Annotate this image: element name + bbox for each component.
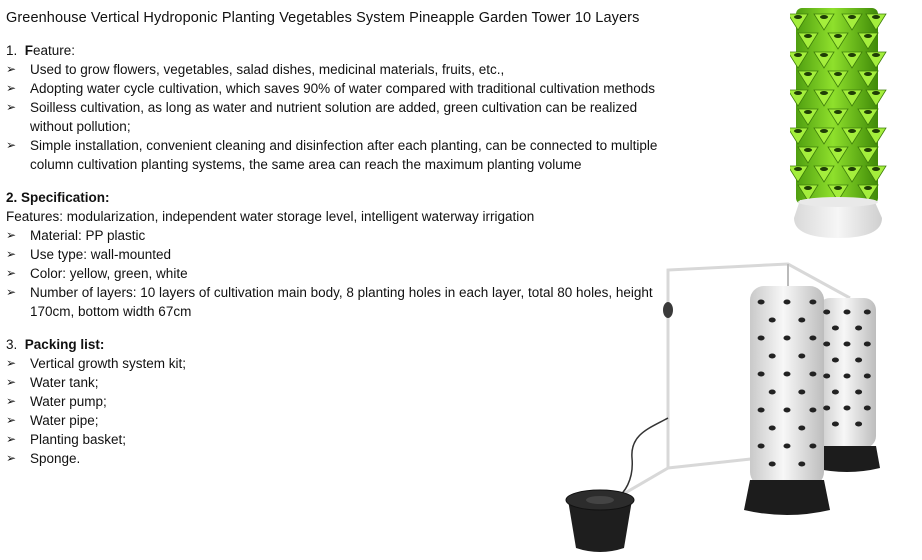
planting-hole-icon — [864, 72, 872, 76]
planting-hole-icon — [834, 72, 842, 76]
planting-hole-icon — [809, 444, 816, 449]
list-item: ➢ Water pipe; — [6, 413, 99, 428]
planting-hole-icon — [798, 426, 805, 431]
list-item: ➢ Vertical growth system kit; — [6, 356, 187, 371]
planting-hole-icon — [794, 15, 802, 19]
planting-hole-icon — [864, 110, 872, 114]
planting-hole-icon — [844, 406, 851, 411]
planting-hole-icon — [855, 390, 862, 395]
planting-hole-icon — [804, 110, 812, 114]
planting-hole-icon — [872, 91, 880, 95]
planting-hole-icon — [769, 318, 776, 323]
planting-hole-icon — [758, 300, 765, 305]
planting-hole-icon — [784, 336, 791, 341]
arrow-bullet-icon: ➢ — [6, 356, 17, 370]
specification-heading: 2. Specification: — [6, 190, 110, 205]
planting-hole-icon — [872, 167, 880, 171]
feature-heading: 1. Feature: — [6, 43, 76, 58]
planting-hole-icon — [794, 167, 802, 171]
planting-hole-icon — [864, 34, 872, 38]
planting-hole-icon — [798, 318, 805, 323]
arrow-bullet-icon: ➢ — [6, 247, 17, 261]
planting-hole-icon — [834, 186, 842, 190]
planting-hole-icon — [832, 390, 839, 395]
planting-hole-icon — [820, 167, 828, 171]
arrow-bullet-icon: ➢ — [6, 100, 17, 114]
planting-hole-icon — [758, 372, 765, 377]
planting-hole-icon — [848, 91, 856, 95]
planting-hole-icon — [758, 408, 765, 413]
feature-section — [6, 41, 666, 174]
arrow-bullet-icon: ➢ — [6, 451, 17, 465]
planting-hole-icon — [834, 34, 842, 38]
arrow-bullet-icon: ➢ — [6, 285, 17, 299]
planting-hole-icon — [864, 310, 871, 315]
planting-hole-icon — [823, 342, 830, 347]
planting-hole-icon — [784, 444, 791, 449]
planting-hole-icon — [798, 462, 805, 467]
arrow-bullet-icon: ➢ — [6, 228, 17, 242]
planting-hole-icon — [804, 148, 812, 152]
planting-hole-icon — [804, 72, 812, 76]
planting-hole-icon — [804, 34, 812, 38]
list-item: ➢ Simple installation, convenient cleaning and disinfection after each planting, can be connected to multiple column cultivation planting systems, the same area can reach the maximum planting volume — [6, 138, 658, 172]
planting-hole-icon — [809, 408, 816, 413]
planting-hole-icon — [864, 406, 871, 411]
arrow-bullet-icon: ➢ — [6, 81, 17, 95]
list-item: ➢ Planting basket; — [6, 432, 127, 447]
green-tower-image — [790, 4, 890, 240]
planting-hole-icon — [844, 374, 851, 379]
planting-hole-icon — [820, 15, 828, 19]
planting-hole-icon — [820, 91, 828, 95]
planting-hole-icon — [823, 406, 830, 411]
planting-hole-icon — [848, 15, 856, 19]
feature-list — [6, 60, 666, 174]
planting-hole-icon — [823, 310, 830, 315]
list-item: ➢ Adopting water cycle cultivation, which saves 90% of water compared with traditional cultivation methods — [6, 81, 656, 96]
planting-hole-icon — [872, 53, 880, 57]
planting-hole-icon — [864, 374, 871, 379]
white-towers-image — [560, 258, 900, 558]
list-item: ➢ Use type: wall-mounted — [6, 247, 172, 262]
planting-hole-icon — [809, 372, 816, 377]
arrow-bullet-icon: ➢ — [6, 413, 17, 427]
arrow-bullet-icon: ➢ — [6, 266, 17, 280]
planting-hole-icon — [844, 310, 851, 315]
planting-hole-icon — [832, 358, 839, 363]
planting-hole-icon — [804, 186, 812, 190]
planting-hole-icon — [820, 129, 828, 133]
list-item: ➢ Water pump; — [6, 394, 107, 409]
planting-hole-icon — [769, 354, 776, 359]
list-item: ➢ Material: PP plastic — [6, 228, 146, 243]
planting-hole-icon — [855, 358, 862, 363]
packing-heading: 3. Packing list: — [6, 337, 105, 352]
planting-hole-icon — [872, 129, 880, 133]
planting-hole-icon — [855, 326, 862, 331]
planting-hole-icon — [809, 300, 816, 305]
planting-hole-icon — [758, 444, 765, 449]
planting-hole-icon — [794, 129, 802, 133]
arrow-bullet-icon: ➢ — [6, 62, 17, 76]
planting-hole-icon — [864, 342, 871, 347]
list-item: ➢ Color: yellow, green, white — [6, 266, 188, 281]
arrow-bullet-icon: ➢ — [6, 394, 17, 408]
planting-hole-icon — [848, 129, 856, 133]
planting-hole-icon — [848, 167, 856, 171]
planting-hole-icon — [832, 422, 839, 427]
list-item: ➢ Soilless cultivation, as long as water and nutrient solution are added, green cultivation can be realized without pollution; — [6, 100, 638, 134]
planting-hole-icon — [769, 426, 776, 431]
arrow-bullet-icon: ➢ — [6, 375, 17, 389]
list-item: ➢ Water tank; — [6, 375, 99, 390]
planting-hole-icon — [769, 390, 776, 395]
planting-hole-icon — [769, 462, 776, 467]
planting-hole-icon — [848, 53, 856, 57]
planting-hole-icon — [794, 53, 802, 57]
planting-hole-icon — [784, 408, 791, 413]
planting-hole-icon — [864, 148, 872, 152]
planting-hole-icon — [855, 422, 862, 427]
planting-hole-icon — [864, 186, 872, 190]
planting-hole-icon — [832, 326, 839, 331]
product-title: Greenhouse Vertical Hydroponic Planting Vegetables System Pineapple Garden Tower 10 Layers — [6, 10, 640, 26]
planting-hole-icon — [784, 300, 791, 305]
planting-hole-icon — [798, 354, 805, 359]
planting-hole-icon — [794, 91, 802, 95]
features-line: Features: modularization, independent water storage level, intelligent waterway irrigation — [6, 209, 535, 224]
list-item: ➢ Number of layers: 10 layers of cultivation main body, 8 planting holes in each layer, total 80 holes, height 170cm, bottom width 67cm — [6, 285, 653, 319]
planting-hole-icon — [798, 390, 805, 395]
planting-hole-icon — [844, 342, 851, 347]
planting-hole-icon — [872, 15, 880, 19]
list-item: ➢ Sponge. — [6, 451, 81, 466]
planting-hole-icon — [834, 148, 842, 152]
arrow-bullet-icon: ➢ — [6, 432, 17, 446]
list-item: ➢ Used to grow flowers, vegetables, salad dishes, medicinal materials, fruits, etc., — [6, 62, 505, 77]
planting-hole-icon — [820, 53, 828, 57]
planting-hole-icon — [834, 110, 842, 114]
planting-hole-icon — [823, 374, 830, 379]
planting-hole-icon — [758, 336, 765, 341]
planting-hole-icon — [809, 336, 816, 341]
arrow-bullet-icon: ➢ — [6, 138, 17, 152]
planting-hole-icon — [784, 372, 791, 377]
